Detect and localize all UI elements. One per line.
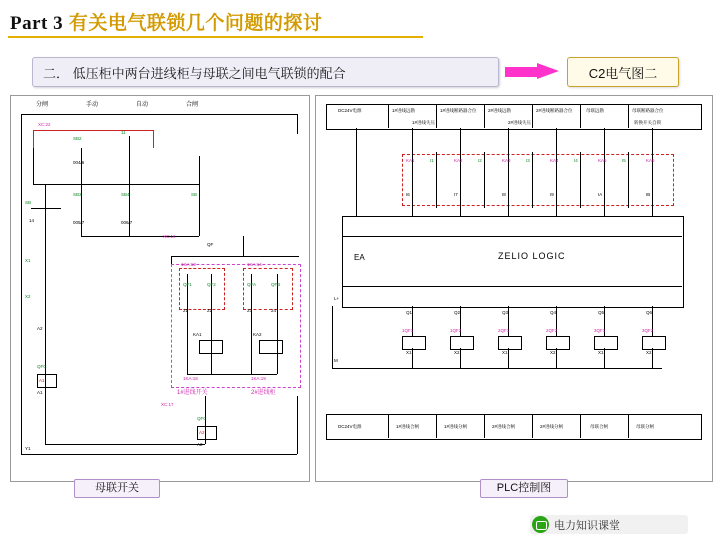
left-label-a1: A1 [37, 390, 43, 395]
right-contact-aux-0: I1 [430, 158, 434, 163]
left-label-xc22: XC:22 [38, 122, 51, 127]
right-contact-label-5: KA6 [646, 158, 655, 163]
plc-block [342, 216, 684, 308]
left-label-a2-upper: A2 [37, 326, 43, 331]
left-label-23: 23 [247, 308, 253, 313]
right-contact-label-3: KA4 [550, 158, 559, 163]
right-header-2: 1#进线断路器合位 [440, 108, 477, 113]
right-contact-num-2: I8 [502, 192, 506, 197]
right-coil-term-0: X1 [406, 350, 412, 355]
right-header-3: 2#进线远勘 [488, 108, 512, 113]
right-header-1: 1#进线远勘 [392, 108, 416, 113]
right-coil-label-1: 1QF2 [450, 328, 462, 333]
left-label-sb4: SB [191, 192, 198, 197]
left-label-1ka19: 1KA:19 [251, 376, 266, 381]
left-label-a2: A2 [197, 442, 203, 447]
right-output-label-3: Q4 [550, 310, 557, 315]
left-label-0057: 005/7 [73, 220, 85, 225]
plc-model-label: ZELIO LOGIC [498, 251, 566, 261]
right-output-label-1: Q2 [454, 310, 461, 315]
right-coil-box-3 [546, 336, 570, 350]
arrow-right-icon [505, 63, 561, 80]
left-label-sb2: SB3 [73, 192, 82, 197]
left-coil-a1-mark: A1 [39, 378, 45, 383]
right-coil-box-5 [642, 336, 666, 350]
left-dashed-sub-1 [179, 268, 225, 310]
right-bottom-label-1: 1#进线合闸 [396, 424, 420, 429]
brand-name: 电力知识课堂 [554, 520, 620, 532]
right-contact-num-0: I6 [406, 192, 410, 197]
tag-label: C2电气图二 [588, 66, 658, 81]
right-header-sub-0: 1#进线失压 [412, 120, 436, 125]
right-contact-aux-3: I4 [574, 158, 578, 163]
left-col-header-0: 分闸 [36, 102, 49, 108]
left-label-y1: X2 [25, 294, 31, 299]
right-coil-term-3: X2 [550, 350, 556, 355]
left-coil-a2-mark: A2 [199, 430, 205, 435]
right-bottom-label-2: 1#进线分闸 [444, 424, 468, 429]
left-label-ka1: KA1 [193, 332, 202, 337]
right-header-6: 母联断路器合位 [632, 108, 664, 113]
left-label-1ka13: 1KA:13 [181, 262, 196, 267]
right-bottom-label-5: 母联合闸 [590, 424, 608, 429]
right-contact-num-5: IB [646, 192, 651, 197]
right-header-0: DC24V电源 [338, 108, 362, 113]
right-coil-term-1: X2 [454, 350, 460, 355]
right-bottom-label-0: DC24V电源 [338, 424, 362, 429]
left-label-incoming-1: 1#进线开关 [177, 390, 208, 396]
right-contact-dashed-region [402, 154, 674, 206]
left-label-qf: QF [207, 242, 214, 247]
right-output-label-0: Q1 [406, 310, 413, 315]
left-label-0067: 006/7 [121, 220, 133, 225]
right-bottom-label-4: 2#进线分闸 [540, 424, 564, 429]
right-coil-label-0: 1QF1 [402, 328, 414, 333]
slide-header [0, 6, 720, 36]
right-contact-num-3: I9 [550, 192, 554, 197]
right-header-sub-2: 转换开关自锁 [634, 120, 661, 125]
brand-badge [508, 515, 688, 535]
right-contact-aux-4: I5 [622, 158, 626, 163]
left-coil-ka2 [259, 340, 283, 354]
right-coil-label-3: 2QF2 [546, 328, 558, 333]
left-label-11: 11 [121, 130, 126, 135]
right-bus-label-lplus: L+ [334, 296, 340, 301]
left-label-qfc-1: QFC [37, 364, 47, 369]
plc-terminal-label: EA [354, 253, 365, 262]
right-plc-canvas [316, 96, 712, 481]
left-label-qfb: QFB [271, 282, 281, 287]
right-coil-term-4: X1 [598, 350, 604, 355]
caption-right: PLC控制图 [480, 479, 568, 498]
caption-left: 母联开关 [74, 479, 160, 498]
left-label-ka2: KA2 [253, 332, 262, 337]
left-label-incoming-2: 2#进线柜 [251, 390, 276, 396]
left-schematic-panel [10, 95, 310, 482]
right-contact-aux-2: I3 [526, 158, 530, 163]
right-bottom-label-6: 母联分闸 [636, 424, 654, 429]
left-label-1ka14: 1KA:14 [247, 262, 262, 267]
left-label-22: 22 [207, 308, 213, 313]
page-title-part: Part 3 [10, 13, 64, 34]
right-coil-label-2: 2QF1 [498, 328, 510, 333]
right-contact-label-0: KA1 [406, 158, 415, 163]
right-contact-num-4: IA [598, 192, 603, 197]
left-label-y2: Y1 [25, 446, 31, 451]
right-coil-label-5: 3QF2 [642, 328, 654, 333]
right-output-label-4: Q5 [598, 310, 605, 315]
right-header-5: 母联远勘 [586, 108, 604, 113]
page-title [10, 8, 322, 35]
right-coil-term-5: X2 [646, 350, 652, 355]
left-label-sb3: SB4 [121, 192, 130, 197]
left-label-x1: X1 [25, 258, 31, 263]
left-label-24: 24 [271, 308, 277, 313]
left-col-header-1: 手动 [86, 102, 99, 108]
right-header-sub-1: 2#进线失压 [508, 120, 532, 125]
right-bottom-label-3: 2#进线合闸 [492, 424, 516, 429]
wechat-icon [532, 516, 549, 533]
right-coil-term-2: X1 [502, 350, 508, 355]
right-bus-label-m: M [334, 358, 338, 363]
right-coil-box-0 [402, 336, 426, 350]
left-label-14: 14 [29, 218, 35, 223]
left-label-qfa: QFA [247, 282, 257, 287]
left-label-0046: 004/6 [73, 160, 85, 165]
left-col-header-2: 自动 [136, 102, 149, 108]
right-contact-aux-1: I2 [478, 158, 482, 163]
left-schematic-canvas [11, 96, 309, 481]
right-coil-box-1 [450, 336, 474, 350]
left-label-xc16: XC:16 [163, 234, 176, 239]
left-label-sb: SB [25, 200, 32, 205]
left-label-21: 21 [183, 308, 189, 313]
subtitle-box [32, 57, 499, 87]
left-label-1ka18: 1KA:18 [183, 376, 198, 381]
right-output-label-5: Q6 [646, 310, 653, 315]
header-divider [8, 36, 423, 38]
left-label-qfc-2: QFC [197, 416, 207, 421]
left-label-sb1: SB2 [73, 136, 82, 141]
right-plc-panel [315, 95, 713, 482]
left-label-qf1: QF1 [183, 282, 192, 287]
right-coil-box-2 [498, 336, 522, 350]
tag-box [567, 57, 679, 87]
right-contact-num-1: I7 [454, 192, 458, 197]
left-coil-ka1 [199, 340, 223, 354]
right-coil-box-4 [594, 336, 618, 350]
right-output-label-2: Q3 [502, 310, 509, 315]
right-coil-label-4: 3QF1 [594, 328, 606, 333]
subtitle-text: 二． 低压柜中两台进线柜与母联之间电气联锁的配合 [43, 66, 346, 81]
page-title-cn: 有关电气联锁几个问题的探讨 [68, 13, 323, 34]
right-contact-label-2: KA3 [502, 158, 511, 163]
left-label-qf2: QF2 [207, 282, 216, 287]
left-col-header-3: 合闸 [186, 102, 199, 108]
right-header-4: 2#进线断路器合位 [536, 108, 573, 113]
right-contact-label-4: KA5 [598, 158, 607, 163]
right-contact-label-1: KA2 [454, 158, 463, 163]
left-label-xc17: XC:17 [161, 402, 174, 407]
